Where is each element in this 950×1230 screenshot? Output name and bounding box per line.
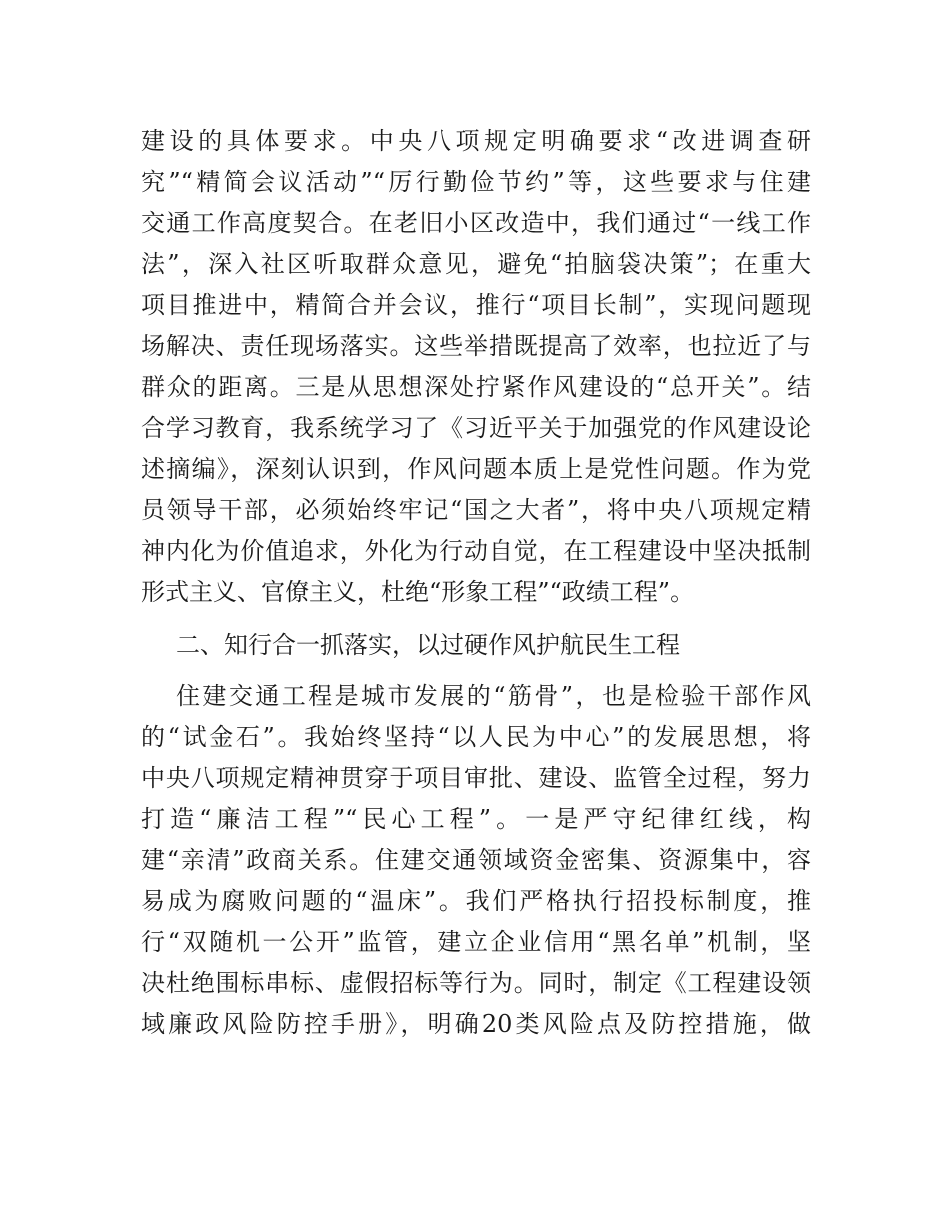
paragraph1-line-7: 群众的距离。三是从思想深处拧紧作风建设的“总开关”。结 xyxy=(141,373,811,401)
paragraph2-line-9: 域廉政风险防控手册》，明确20类风险点及防控措施，做 xyxy=(141,1010,811,1038)
paragraph1-line-4: 法”，深入社区听取群众意见，避免“拍脑袋决策”；在重大 xyxy=(141,250,811,278)
paragraph2-line-6: 易成为腐败问题的“温床”。我们严格执行招投标制度，推 xyxy=(141,887,811,915)
paragraph1-line-8: 合学习教育，我系统学习了《习近平关于加强党的作风建设论 xyxy=(141,414,811,442)
paragraph1-line-9: 述摘编》，深刻认识到，作风问题本质上是党性问题。作为党 xyxy=(141,455,811,483)
paragraph1-line-2: 究”“精简会议活动”“厉行勤俭节约”等，这些要求与住建 xyxy=(141,168,811,196)
paragraph2-line-7: 行“双随机一公开”监管，建立企业信用“黑名单”机制，坚 xyxy=(141,928,811,956)
paragraph2-line-1: 住建交通工程是城市发展的“筋骨”，也是检验干部作风 xyxy=(176,682,811,710)
paragraph2-line-5: 建“亲清”政商关系。住建交通领域资金密集、资源集中，容 xyxy=(141,846,811,874)
paragraph1-line-12: 形式主义、官僚主义，杜绝“形象工程”“政绩工程”。 xyxy=(141,578,695,606)
section-heading: 二、知行合一抓落实，以过硬作风护航民生工程 xyxy=(176,631,680,659)
paragraph1-line-11: 神内化为价值追求，外化为行动自觉，在工程建设中坚决抵制 xyxy=(141,537,811,565)
paragraph1-line-5: 项目推进中，精简合并会议，推行“项目长制”，实现问题现 xyxy=(141,291,811,319)
paragraph2-line-2: 的“试金石”。我始终坚持“以人民为中心”的发展思想，将 xyxy=(141,723,811,751)
paragraph1-line-3: 交通工作高度契合。在老旧小区改造中，我们通过“一线工作 xyxy=(141,209,811,237)
paragraph2-line-8: 决杜绝围标串标、虚假招标等行为。同时，制定《工程建设领 xyxy=(141,969,811,997)
paragraph2-line-3: 中央八项规定精神贯穿于项目审批、建设、监管全过程，努力 xyxy=(141,764,811,792)
paragraph1-line-1: 建设的具体要求。中央八项规定明确要求“改进调查研 xyxy=(141,127,811,155)
paragraph1-line-6: 场解决、责任现场落实。这些举措既提高了效率，也拉近了与 xyxy=(141,332,811,360)
paragraph1-line-10: 员领导干部，必须始终牢记“国之大者”，将中央八项规定精 xyxy=(141,496,811,524)
paragraph2-line-4: 打造“廉洁工程”“民心工程”。一是严守纪律红线，构 xyxy=(141,805,811,833)
